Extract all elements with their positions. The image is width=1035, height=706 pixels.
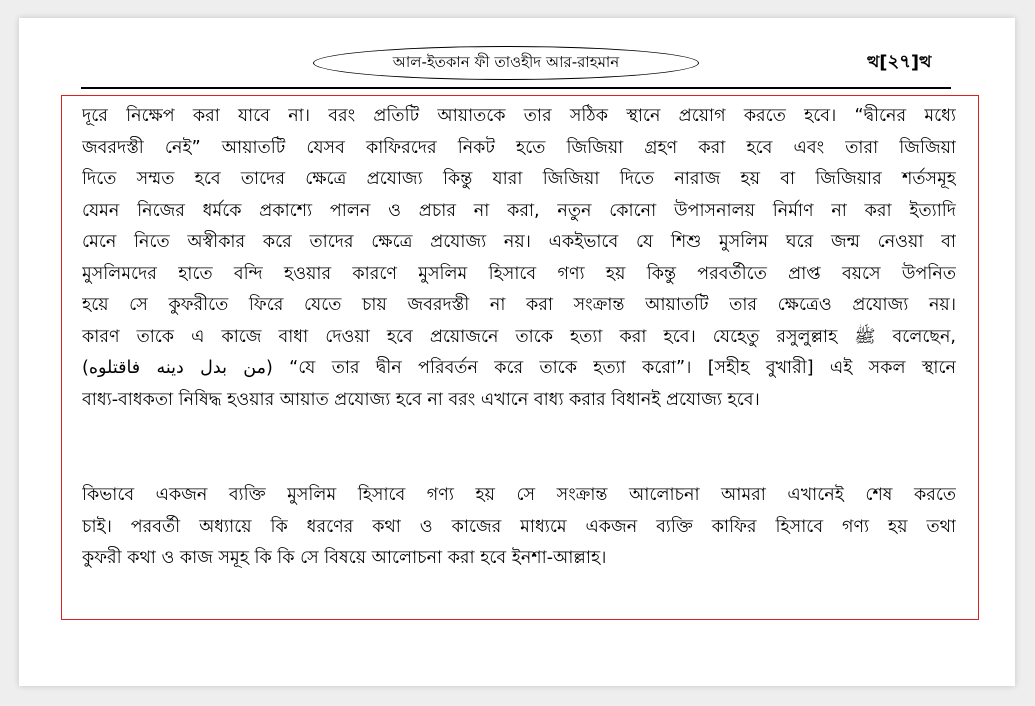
content-frame	[61, 95, 979, 620]
page-number	[867, 50, 931, 74]
text-line: যেমন নিজের ধর্মকে প্রকাশ্যে পালন ও প্রচার না করা, নতুন কোনো উপাসনালয় নির্মাণ না করা ইত্যাদি	[82, 200, 956, 221]
text-line: দূরে নিক্ষেপ করা যাবে না। বরং প্রতিটি আয়াতকে তার সঠিক স্থানে প্রয়োগ করতে হবে। “দ্বীনের মধ্যে	[82, 106, 956, 126]
text-line: কুফরী কথা ও কাজ সমূহ কি কি সে বিষয়ে আলোচনা করা হবে ইনশা-আল্লাহ।	[82, 548, 607, 568]
text-line: মেনে নিতে অস্বীকার করে তাদের ক্ষেত্রে প্রযোজ্য নয়। একইভাবে যে শিশু মুসলিম ঘরে জন্ম নেওয়া বা	[82, 232, 956, 252]
running-header-title	[313, 46, 699, 80]
text-line: (من بدل دينه فاقتلوه) “যে তার দ্বীন পরিবর্তন করে তাকে হত্যা করো”। [সহীহ বুখারী] এই সকল স্থানে	[82, 358, 956, 378]
page-number-value: ২৭	[887, 50, 911, 72]
paragraph-2	[82, 480, 956, 575]
text-line: হয়ে সে কুফরীতে ফিরে যেতে চায় জবরদস্তী না করা সংক্রান্ত আয়াতটি তার ক্ষেত্রেও প্রযোজ্য নয়।	[82, 295, 956, 315]
text-line: বাধ্য-বাধকতা নিষিদ্ধ হওয়ার আয়াত প্রযোজ্য হবে না বরং এখানে বাধ্য করার বিধানই প্রযোজ্য হবে।	[82, 389, 760, 410]
text-line: কিভাবে একজন ব্যক্তি মুসলিম হিসাবে গণ্য হয় সে সংক্রান্ত আলোচনা আমরা এখানেই শেষ করতে	[82, 485, 956, 505]
text-line: জবরদস্তী নেই” আয়াতটি যেসব কাফিরদের নিকট হতে জিজিয়া গ্রহণ করা হবে এবং তারা জিজিয়া	[82, 137, 956, 158]
header-divider	[81, 87, 951, 89]
ornament-left-icon: ত্থ	[867, 51, 880, 71]
text-line: কারণ তাকে এ কাজে বাধা দেওয়া হবে প্রয়োজনে তাকে হত্যা করা হবে। যেহেতু রসুলুল্লাহ ﷺ বলেছেন,	[82, 326, 956, 347]
text-line: দিতে সম্মত হবে তাদের ক্ষেত্রে প্রযোজ্য কিন্তু যারা জিজিয়া দিতে নারাজ হয় বা জিজিয়ার শর্তসমূহ	[82, 169, 956, 189]
document-page	[19, 18, 1015, 686]
text-line: চাই। পরবর্তী অধ্যায়ে কি ধরণের কথা ও কাজের মাধ্যমে একজন ব্যক্তি কাফির হিসাবে গণ্য হয় তথা	[82, 516, 956, 537]
text-line: মুসলিমদের হাতে বন্দি হওয়ার কারণে মুসলিম হিসাবে গণ্য হয় কিন্তু পরবর্তীতে প্রাপ্ত বয়সে উপনিত	[82, 263, 956, 284]
paragraph-1	[82, 101, 956, 416]
header-title-text: আল-ইতকান ফী তাওহীদ আর-রাহমান	[392, 52, 620, 71]
ornament-right-icon: ত্থ	[919, 51, 932, 71]
page-number-bracket-right: ]	[910, 51, 920, 73]
page-number-bracket-left: [	[879, 51, 888, 73]
